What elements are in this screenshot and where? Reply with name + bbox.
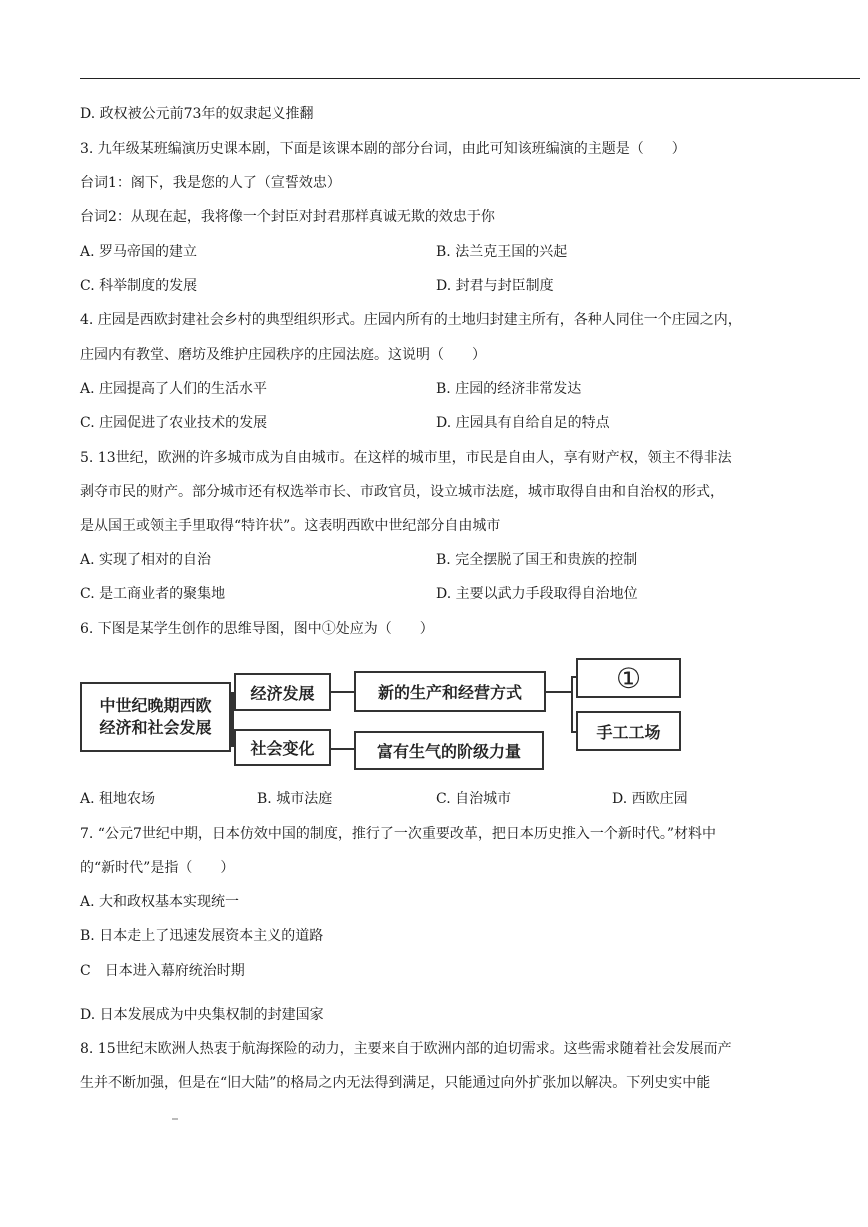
q6-stem: 6. 下图是某学生创作的思维导图，图中①处应为（ ） [80,621,434,637]
q8-stem-2: 生并不断加强，但是在“旧大陆”的格局之内无法得到满足，只能通过向外扩张加以解决。下列史实中能 [80,1075,711,1091]
q4-option-a: A. 庄园提高了人们的生活水平 [80,381,268,397]
mindmap-connector [331,748,355,750]
q7-option-d: D. 日本发展成为中央集权制的封建国家 [80,1007,324,1023]
q4-stem-2: 庄园内有教堂、磨坊及维护庄园秩序的庄园法庭。这说明（ ） [80,347,486,363]
q4-option-d: D. 庄园具有自给自足的特点 [436,415,610,431]
q3-option-b: B. 法兰克王国的兴起 [436,244,568,260]
q5-stem-2: 剥夺市民的财产。部分城市还有权选举市长、市政官员，设立城市法庭，城市取得自由和自治权的形式， [80,484,724,500]
q4-option-c: C. 庄园促进了农业技术的发展 [80,415,268,431]
q3-option-d: D. 封君与封臣制度 [436,278,554,294]
q3-option-a: A. 罗马帝国的建立 [80,244,198,260]
q4-option-b: B. 庄园的经济非常发达 [436,381,582,397]
q3-line2: 台词2：从现在起，我将像一个封臣对封君那样真诚无欺的效忠于你 [80,209,495,225]
q2-option-d: D. 政权被公元前73年的奴隶起义推翻 [80,106,314,122]
mindmap-connector [331,691,355,693]
q5-option-d: D. 主要以武力手段取得自治地位 [436,586,638,602]
q7-stem-1: 7. “公元7世纪中期，日本仿效中国的制度，推行了一次重要改革，把日本历史推入一个新时代。”材料中 [80,826,717,842]
q6-option-a: A. 租地农场 [80,791,156,807]
scan-mark [172,1118,178,1120]
q6-option-c: C. 自治城市 [436,791,512,807]
mindmap-connector [546,691,572,693]
q3-stem: 3. 九年级某班编演历史课本剧，下面是该课本剧的部分台词，由此可知该班编演的主题是（ ） [80,141,686,157]
q8-stem-1: 8. 15世纪末欧洲人热衷于航海探险的动力，主要来自于欧洲内部的迫切需求。这些需求随着社会发展而产 [80,1041,732,1057]
q6-option-b: B. 城市法庭 [257,791,333,807]
q5-option-c: C. 是工商业者的聚集地 [80,586,226,602]
q3-option-c: C. 科举制度的发展 [80,278,198,294]
mindmap-connector [571,676,573,732]
mindmap-society: 社会变化 [234,729,331,766]
q6-option-d: D. 西欧庄园 [612,791,688,807]
q5-stem-3: 是从国王或领主手里取得“特许状”。这表明西欧中世纪部分自由城市 [80,518,501,534]
q3-line1: 台词1：阁下，我是您的人了（宣誓效忠） [80,175,341,191]
q5-option-b: B. 完全摆脱了国王和贵族的控制 [436,552,638,568]
mindmap-workshop: 手工工场 [576,711,681,751]
mindmap-new-mode: 新的生产和经营方式 [354,671,546,712]
q7-option-b: B. 日本走上了迅速发展资本主义的道路 [80,928,324,944]
mindmap-class-force: 富有生气的阶级力量 [354,731,544,770]
mindmap-economy: 经济发展 [234,673,331,711]
q7-option-c: C 日本进入幕府统治时期 [80,963,245,979]
q7-option-a: A. 大和政权基本实现统一 [80,894,240,910]
q7-stem-2: 的“新时代”是指（ ） [80,860,235,876]
q5-stem-1: 5. 13世纪，欧洲的许多城市成为自由城市。在这样的城市里，市民是自由人，享有财产权，领主不得非法 [80,450,732,466]
mindmap-root [80,682,231,752]
mindmap-blank: ① [576,658,681,698]
mindmap-root-line2: 经济和社会发展 [99,718,212,737]
header-rule [80,78,860,79]
q4-stem-1: 4. 庄园是西欧封建社会乡村的典型组织形式。庄园内所有的土地归封建主所有，各种人同住一个庄园之内， [80,312,742,328]
q5-option-a: A. 实现了相对的自治 [80,552,212,568]
mindmap-root-line1: 中世纪晚期西欧 [99,696,212,715]
